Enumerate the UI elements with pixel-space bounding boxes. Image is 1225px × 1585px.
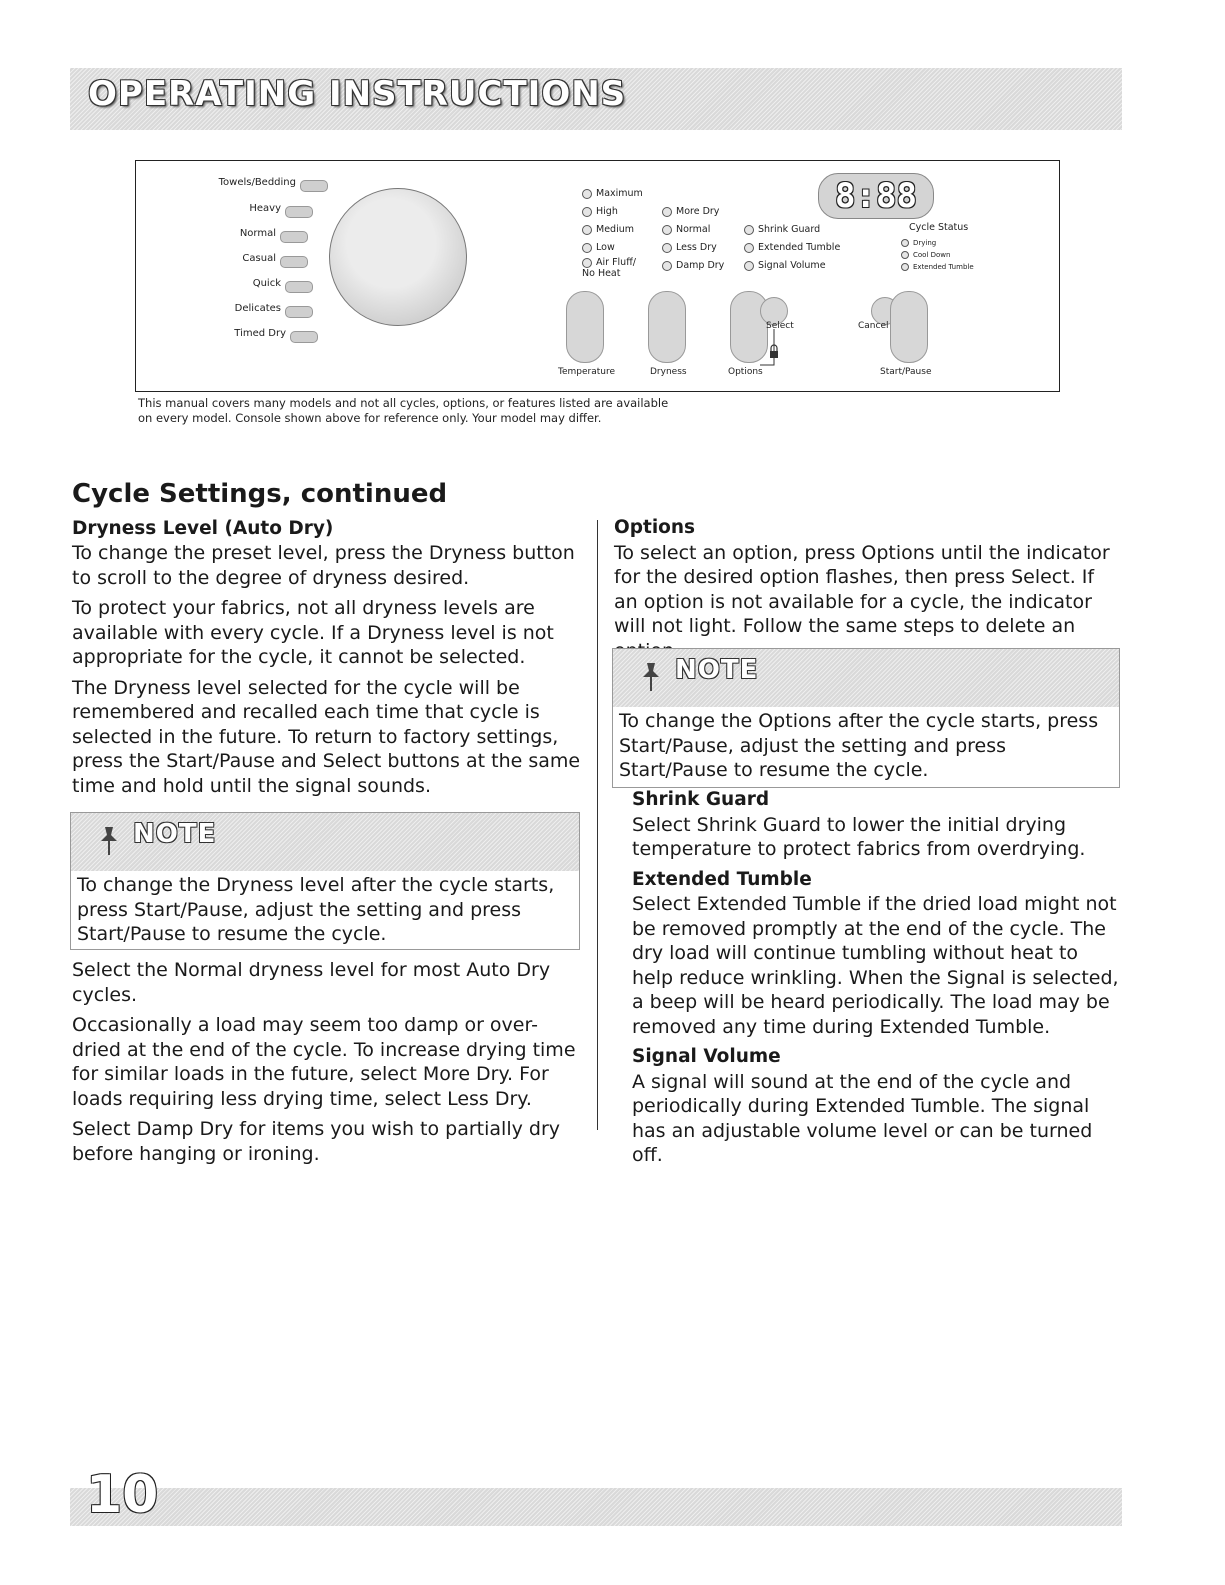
cycle-label-casual: Casual [242, 253, 276, 264]
column-divider [597, 520, 598, 1130]
cycle-label-towels: Towels/Bedding [218, 177, 296, 188]
temperature-button[interactable] [566, 291, 604, 363]
option-item: More Dry [662, 203, 724, 221]
status-item: Extended Tumble [901, 261, 974, 273]
note-header [71, 813, 579, 871]
start-pause-button[interactable] [890, 291, 928, 363]
option-item: Signal Volume [744, 257, 840, 275]
left-column [72, 479, 584, 804]
shrink-guard-title: Shrink Guard [632, 789, 770, 810]
options-title: Options [614, 517, 696, 538]
paragraph: The Dryness level selected for the cycle will be remembered and recalled each time that cycle is selected in the future. To return to factory settings, press the Start/Pause and Select buttons at the same time and hold until the signal sounds. [72, 676, 581, 797]
cycle-selector-knob[interactable] [329, 188, 467, 326]
paragraph: Select Damp Dry for items you wish to partially dry before hanging or ironing. [72, 1118, 560, 1165]
option-item: Low [582, 239, 643, 257]
start-pause-label: Start/Pause [880, 367, 932, 377]
cycle-indicator [290, 331, 318, 343]
status-item: Drying [901, 237, 974, 249]
lock-icon [760, 329, 780, 369]
indicator-light-icon [744, 243, 754, 253]
indicator-light-icon [744, 261, 754, 271]
cycle-indicator [285, 306, 313, 318]
option-item: Shrink Guard [744, 221, 840, 239]
paragraph: Select the Normal dryness level for most Auto Dry cycles. [72, 959, 551, 1006]
indicator-light-icon [582, 258, 592, 268]
cycle-label-quick: Quick [252, 278, 281, 289]
paragraph: To protect your fabrics, not all dryness levels are available with every cycle. If a Dryness level is not appropriate for the cycle, it cannot be selected. [72, 597, 554, 668]
digital-display [818, 173, 934, 219]
option-item: Air Fluff/ No Heat [582, 257, 636, 279]
indicator-light-icon [901, 251, 909, 259]
note-text: To change the Options after the cycle starts, press Start/Pause, adjust the setting and press Start/Pause to resume the cycle. [619, 710, 1099, 781]
pushpin-icon [97, 825, 121, 857]
temperature-options [582, 185, 643, 279]
footer-band [70, 1488, 1122, 1526]
paragraph: Select Extended Tumble if the dried load might not be removed promptly at the end of the cycle. The dry load will continue tumbling without heat to help reduce wrinkling. When the Signal is selected, a beep will be heard periodically. The load may be removed any time during Extended Tumble. [632, 893, 1119, 1038]
cycle-label-delicates: Delicates [234, 303, 281, 314]
right-column-sections [632, 788, 1122, 1174]
signal-volume-title: Signal Volume [632, 1046, 781, 1067]
note-title: NOTE [133, 819, 217, 849]
indicator-light-icon [582, 243, 592, 253]
dryness-options [662, 203, 724, 275]
option-item: Maximum [582, 185, 643, 203]
paragraph: To change the preset level, press the Dryness button to scroll to the degree of dryness desired. [72, 542, 575, 589]
section-title: Cycle Settings, continued [72, 479, 448, 509]
indicator-light-icon [662, 261, 672, 271]
cancel-label: Cancel [858, 321, 889, 331]
indicator-light-icon [582, 207, 592, 217]
pushpin-icon [639, 661, 663, 693]
option-item: Damp Dry [662, 257, 724, 275]
indicator-light-icon [901, 239, 909, 247]
indicator-light-icon [582, 225, 592, 235]
paragraph: Occasionally a load may seem too damp or over-dried at the end of the cycle. To increase drying time for similar loads in the future, select More Dry. For loads requiring less drying time, select Less Dry. [72, 1014, 576, 1110]
temperature-label: Temperature [558, 367, 616, 377]
indicator-light-icon [744, 225, 754, 235]
paragraph: Select Shrink Guard to lower the initial drying temperature to protect fabrics from overdrying. [632, 813, 1086, 860]
option-item: Normal [662, 221, 724, 239]
indicator-light-icon [582, 189, 592, 199]
extended-tumble-title: Extended Tumble [632, 868, 812, 890]
options-indicators [744, 221, 840, 275]
header-band [70, 68, 1122, 130]
indicator-light-icon [662, 207, 672, 217]
cycle-label-heavy: Heavy [249, 203, 281, 214]
option-item: Medium [582, 221, 643, 239]
select-label: Select [766, 321, 794, 331]
paragraph: To select an option, press Options until the indicator for the desired option flashes, then press Select. If an option is not available for a cycle, the indicator will not light. Follow the same steps to delete an [614, 541, 1110, 637]
options-label: Options [728, 367, 763, 377]
cycle-indicator [285, 281, 313, 293]
option-item: Extended Tumble [744, 239, 840, 257]
right-column [614, 516, 1120, 669]
note-text: To change the Dryness level after the cycle starts, press Start/Pause, adjust the setting and press Start/Pause to resume the cycle. [77, 874, 555, 945]
page-header-title: OPERATING INSTRUCTIONS [88, 74, 627, 114]
cycle-label-normal: Normal [239, 228, 276, 239]
cycle-indicator [285, 206, 313, 218]
cycle-indicator [280, 231, 308, 243]
page-number: 10 [86, 1465, 159, 1525]
note-header [613, 649, 1119, 707]
subsection-title: Dryness Level (Auto Dry) [72, 517, 334, 539]
control-console-diagram [135, 160, 1060, 392]
status-item: Cool Down [901, 249, 974, 261]
cycle-indicator [300, 180, 328, 192]
dryness-button[interactable] [648, 291, 686, 363]
paragraph: A signal will sound at the end of the cycle and periodically during Extended Tumble. The signal has an adjustable volume level or can be turned off. [632, 1070, 1093, 1166]
left-column-continued [72, 958, 584, 1172]
note-title: NOTE [675, 655, 759, 685]
dryness-label: Dryness [650, 367, 687, 377]
cycle-status-panel [901, 219, 974, 273]
display-readout: 8:88 [835, 176, 917, 216]
indicator-light-icon [662, 243, 672, 253]
cycle-label-timed-dry: Timed Dry [234, 328, 286, 339]
option-item: Less Dry [662, 239, 724, 257]
note-box-dryness [70, 812, 580, 950]
option-item: High [582, 203, 643, 221]
indicator-light-icon [662, 225, 672, 235]
cycle-indicator [280, 256, 308, 268]
console-disclaimer: This manual covers many models and not all cycles, options, or features listed are available on every model. Console shown above for reference only. Your model may differ. [138, 396, 669, 425]
note-box-options [612, 648, 1120, 788]
cycle-status-title: Cycle Status [909, 222, 969, 233]
indicator-light-icon [901, 263, 909, 271]
